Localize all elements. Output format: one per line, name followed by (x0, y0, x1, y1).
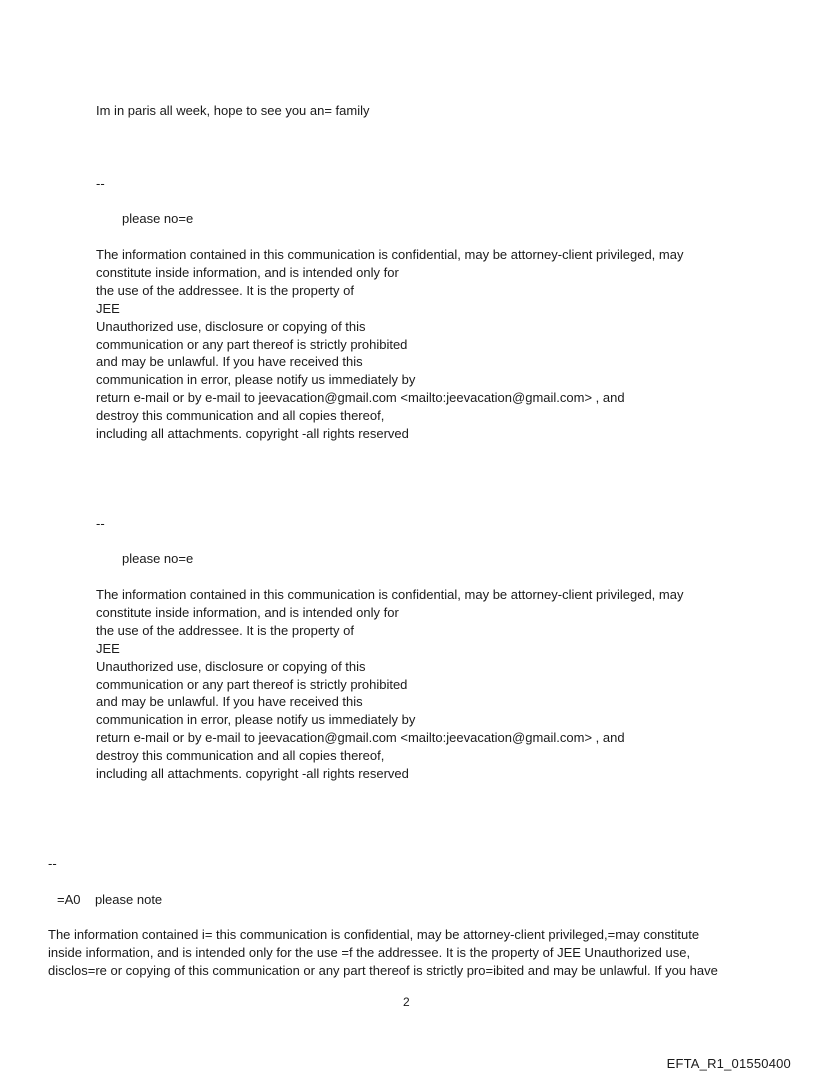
disclaimer-line: The information contained in this communication is confidential, may be attorney-client privileged, may (96, 587, 684, 602)
separator-2: -- (96, 516, 105, 531)
disclaimer-line: communication in error, please notify us immediately by (96, 712, 416, 728)
disclaimer-line: The information contained in this communication is confidential, may be attorney-client privileged, may (96, 247, 684, 262)
disclaimer-line: constitute inside information, and is intended only for (96, 604, 399, 620)
disclaimer-line: inside information, and is intended only for the use =f the addressee. It is the property of JEE Unauthorized use, (48, 944, 691, 960)
disclaimer-line: including all attachments. copyright -all rights reserved (96, 766, 409, 782)
disclaimer-line: communication or any part thereof is strictly prohibited (96, 336, 408, 352)
intro-line: Im in paris all week, hope to see you an= family (96, 103, 370, 118)
disclaimer-line: and may be unlawful. If you have received this (96, 354, 363, 370)
note-3: =A0 please note (57, 892, 163, 907)
disclaimer-line: return e-mail or by e-mail to jeevacation@gmail.com <mailto:jeevacation@gmail.com> , and (96, 390, 625, 406)
document-id: EFTA_R1_01550400 (666, 1056, 791, 1071)
disclaimer-line: destroy this communication and all copies thereof, (96, 748, 385, 764)
disclaimer-line: including all attachments. copyright -all rights reserved (96, 426, 409, 442)
disclaimer-3 (48, 926, 718, 980)
page-number: 2 (403, 995, 410, 1009)
disclaimer-line: return e-mail or by e-mail to jeevacation@gmail.com <mailto:jeevacation@gmail.com> , and (96, 730, 625, 746)
disclaimer-line: disclos=re or copying of this communication or any part thereof is strictly pro=ibited and may be unlawful. If you have (48, 962, 718, 978)
disclaimer-line: communication or any part thereof is strictly prohibited (96, 676, 408, 692)
separator-3: -- (48, 856, 57, 871)
disclaimer-line: constitute inside information, and is intended only for (96, 264, 399, 280)
disclaimer-2 (96, 586, 683, 783)
disclaimer-line: JEE (96, 640, 120, 656)
disclaimer-line: Unauthorized use, disclosure or copying of this (96, 658, 366, 674)
disclaimer-line: JEE (96, 300, 120, 316)
disclaimer-line: and may be unlawful. If you have received this (96, 694, 363, 710)
disclaimer-line: the use of the addressee. It is the property of (96, 282, 354, 298)
disclaimer-line: destroy this communication and all copies thereof, (96, 408, 385, 424)
disclaimer-line: The information contained i= this communication is confidential, may be attorney-client privileged,=may constitute (48, 927, 700, 942)
disclaimer-line: communication in error, please notify us immediately by (96, 372, 416, 388)
note-1: please no=e (122, 211, 194, 226)
separator-1: -- (96, 176, 105, 191)
disclaimer-1 (96, 246, 683, 443)
note-2: please no=e (122, 551, 194, 566)
disclaimer-line: Unauthorized use, disclosure or copying of this (96, 318, 366, 334)
disclaimer-line: the use of the addressee. It is the property of (96, 622, 354, 638)
